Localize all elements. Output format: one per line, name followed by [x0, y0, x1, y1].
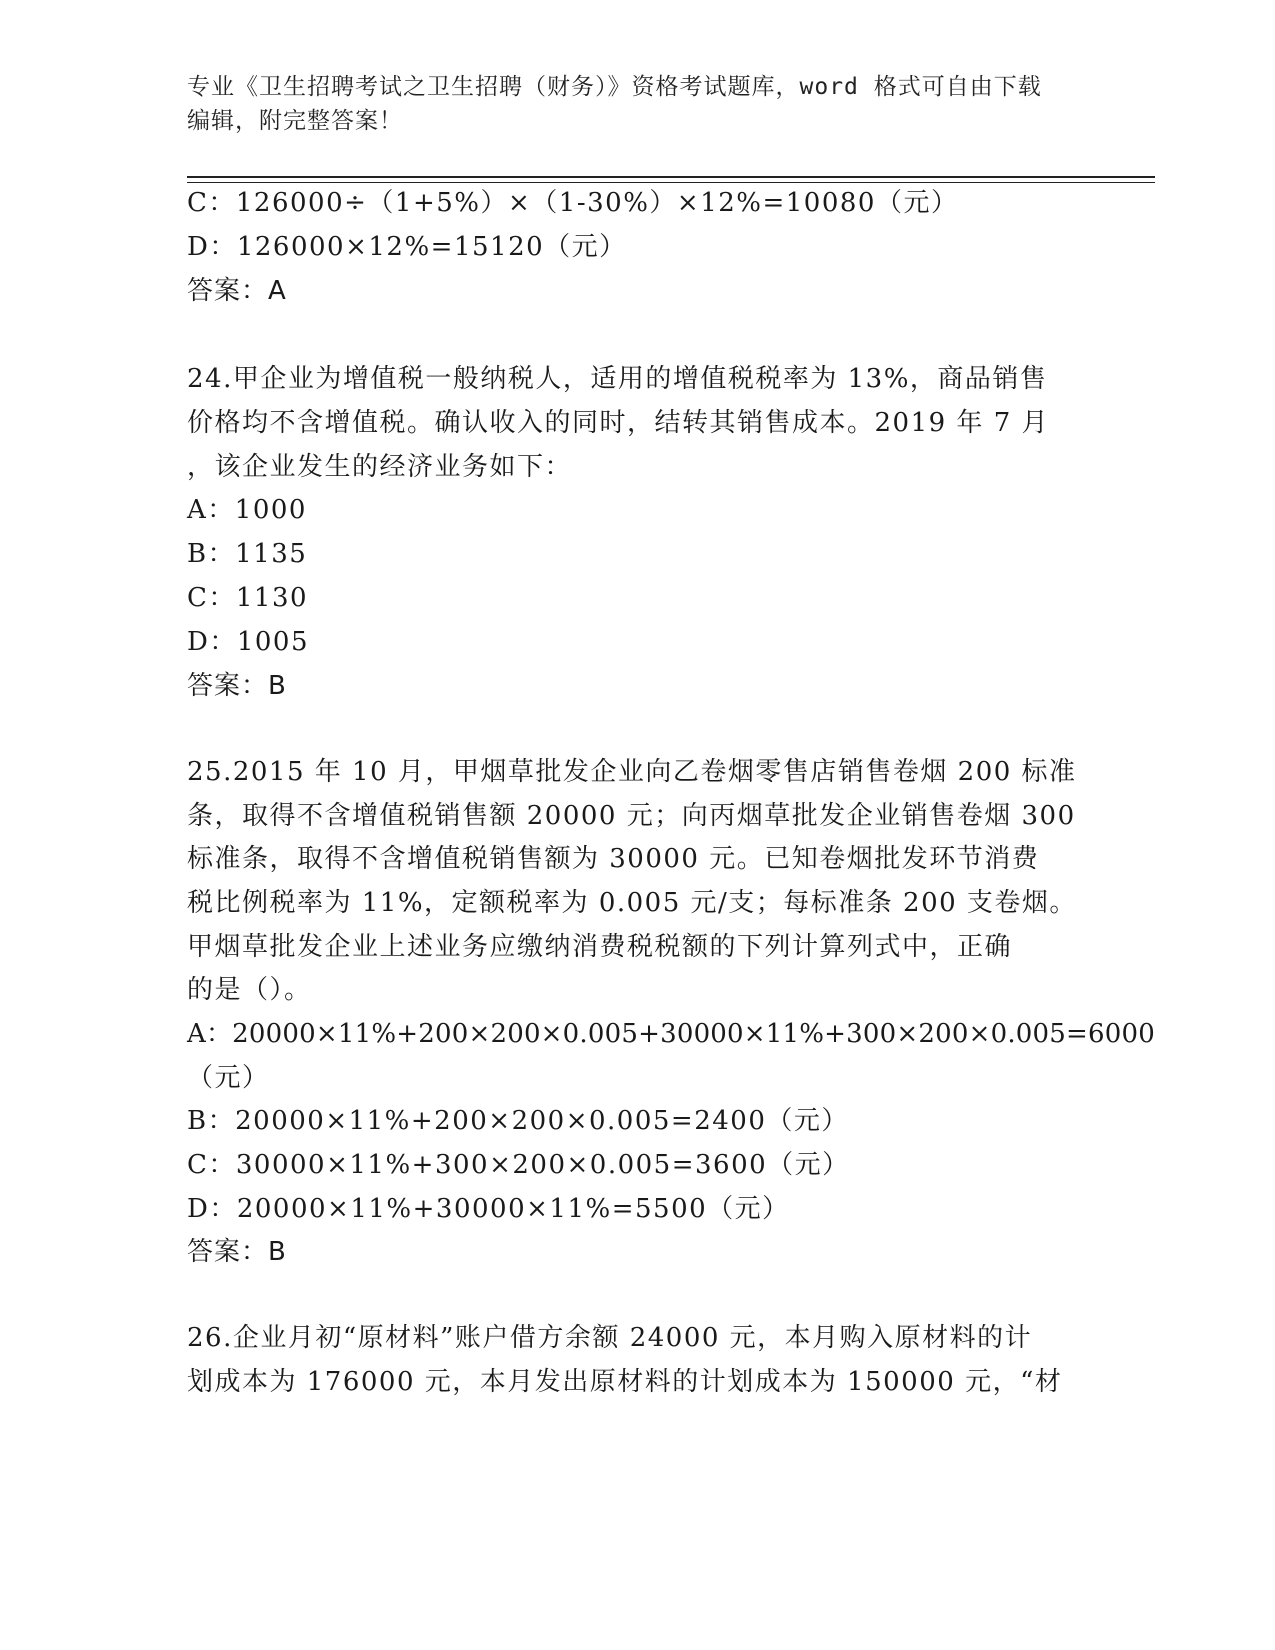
q25-stem-line-3: 标准条，取得不含增值税销售额为 30000 元。已知卷烟批发环节消费: [187, 844, 1040, 874]
header-rule-thin: [187, 182, 1155, 183]
q24-option-d: D：1005: [187, 627, 310, 657]
q23-answer: 答案：A: [187, 276, 287, 306]
header-line-2: 编辑，附完整答案！: [187, 108, 403, 134]
q25-option-a-line-2: （元）: [187, 1063, 270, 1093]
header-line-1: 专业《卫生招聘考试之卫生招聘（财务）》资格考试题库，word 格式可自由下载: [187, 74, 1042, 100]
header-rule-thick: [187, 176, 1155, 178]
q25-stem-line-1: 25.2015 年 10 月，甲烟草批发企业向乙卷烟零售店销售卷烟 200 标准: [187, 757, 1077, 787]
document-header: [187, 70, 1067, 138]
q26-stem-line-1: 26.企业月初“原材料”账户借方余额 24000 元，本月购入原材料的计: [187, 1323, 1033, 1353]
q24-stem-line-2: 价格均不含增值税。确认收入的同时，结转其销售成本。2019 年 7 月: [187, 408, 1050, 438]
q25-option-d: D：20000×11%+30000×11%=5500（元）: [187, 1194, 790, 1224]
q26-stem-line-2: 划成本为 176000 元，本月发出原材料的计划成本为 150000 元，“材: [187, 1367, 1063, 1397]
q25-option-c: C：30000×11%+300×200×0.005=3600（元）: [187, 1150, 850, 1180]
q24-stem-line-3: ，该企业发生的经济业务如下：: [187, 452, 573, 482]
q23-option-d: D：126000×12%=15120（元）: [187, 232, 627, 262]
q25-option-b: B：20000×11%+200×200×0.005=2400（元）: [187, 1106, 849, 1136]
q25-answer: 答案：B: [187, 1237, 287, 1267]
q25-stem-line-2: 条，取得不含增值税销售额 20000 元；向丙烟草批发企业销售卷烟 300: [187, 801, 1076, 831]
q24-option-c: C：1130: [187, 583, 309, 613]
q24-stem-line-1: 24.甲企业为增值税一般纳税人，适用的增值税税率为 13%，商品销售: [187, 364, 1048, 394]
q23-option-c: C：126000÷（1+5%）×（1-30%）×12%=10080（元）: [187, 188, 959, 218]
q25-stem-line-4: 税比例税率为 11%，定额税率为 0.005 元/支；每标准条 200 支卷烟。: [187, 888, 1077, 918]
q25-stem-line-6: 的是（）。: [187, 975, 312, 1005]
q25-stem-line-5: 甲烟草批发企业上述业务应缴纳消费税税额的下列计算列式中，正确: [187, 932, 1013, 962]
q24-option-a: A：1000: [187, 495, 307, 525]
q24-answer: 答案：B: [187, 671, 287, 701]
q24-option-b: B：1135: [187, 539, 308, 569]
q25-option-a-line-1: A：20000×11%+200×200×0.005+30000×11%+300×200×0.005=6000: [187, 1019, 1155, 1049]
